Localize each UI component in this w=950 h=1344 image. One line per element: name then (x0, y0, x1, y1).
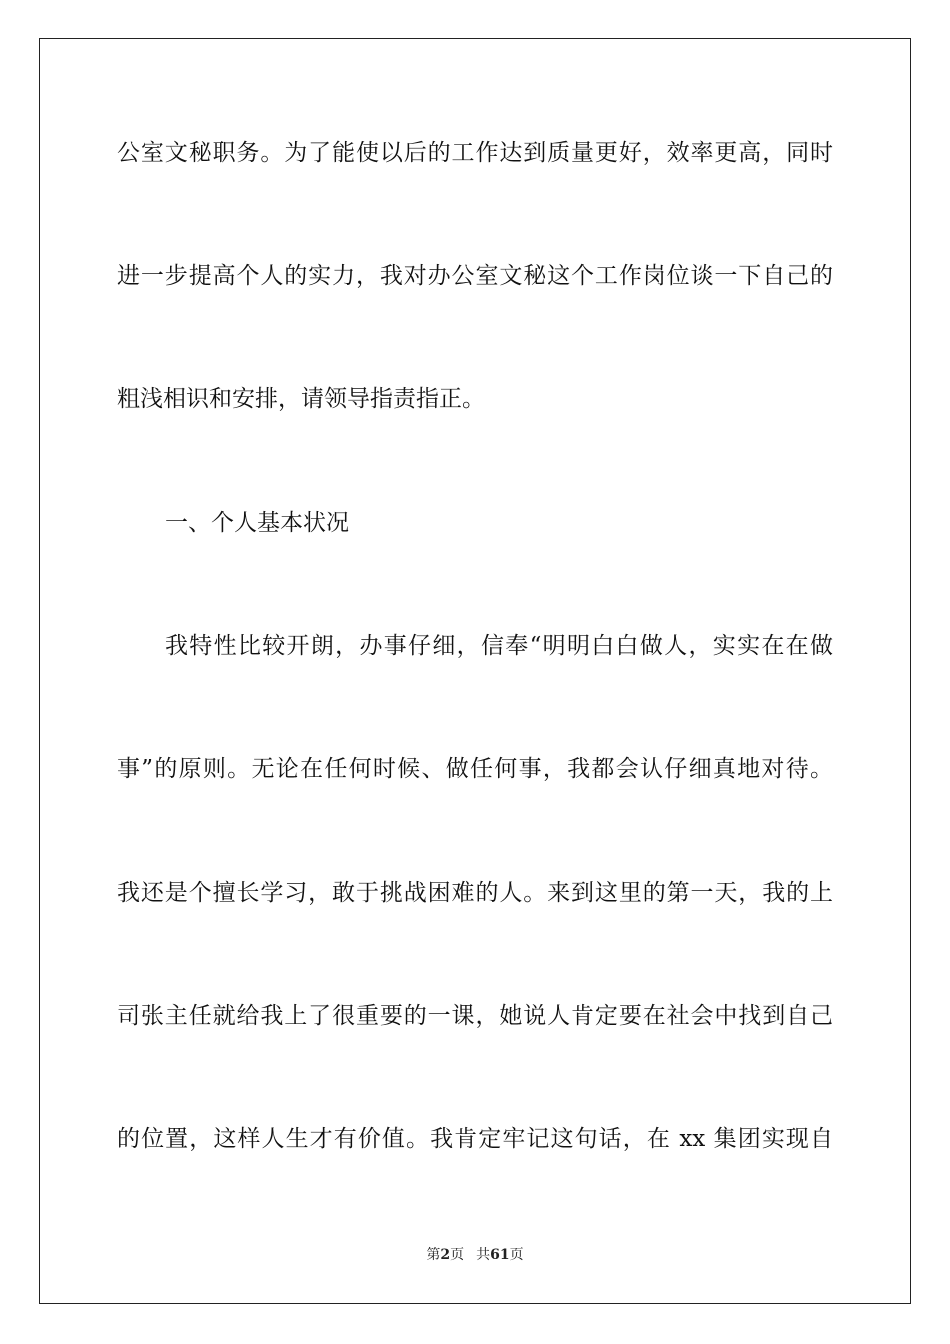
paragraph-first-line: 我特性比较开朗，办事仔细，信奉“明明白白做人，实实在在做 (165, 633, 833, 659)
body-text-line: 公室文秘职务。为了能使以后的工作达到质量更好，效率更高，同时 (117, 140, 833, 166)
body-text-line: 粗浅相识和安排，请领导指责指正。 (117, 386, 485, 412)
page-suffix: 页 (450, 1247, 465, 1263)
total-prefix: 共 (476, 1247, 491, 1263)
section-heading: 一、个人基本状况 (165, 510, 349, 536)
body-text-line: 的位置，这样人生才有价值。我肯定牢记这句话，在 xx 集团实现自 (117, 1126, 833, 1152)
page-number: 2 (440, 1247, 451, 1263)
page-footer (0, 1246, 950, 1264)
total-suffix: 页 (509, 1247, 524, 1263)
page-prefix: 第 (426, 1247, 441, 1263)
body-text-line: 司张主任就给我上了很重要的一课，她说人肯定要在社会中找到自己 (117, 1003, 833, 1029)
body-text-line: 我还是个擅长学习，敢于挑战困难的人。来到这里的第一天，我的上 (117, 880, 833, 906)
body-text-line: 进一步提高个人的实力，我对办公室文秘这个工作岗位谈一下自己的 (117, 263, 833, 289)
body-text-line: 事”的原则。无论在任何时候、做任何事，我都会认仔细真地对待。 (117, 756, 833, 782)
page-border (39, 38, 911, 1304)
total-pages: 61 (490, 1247, 510, 1263)
